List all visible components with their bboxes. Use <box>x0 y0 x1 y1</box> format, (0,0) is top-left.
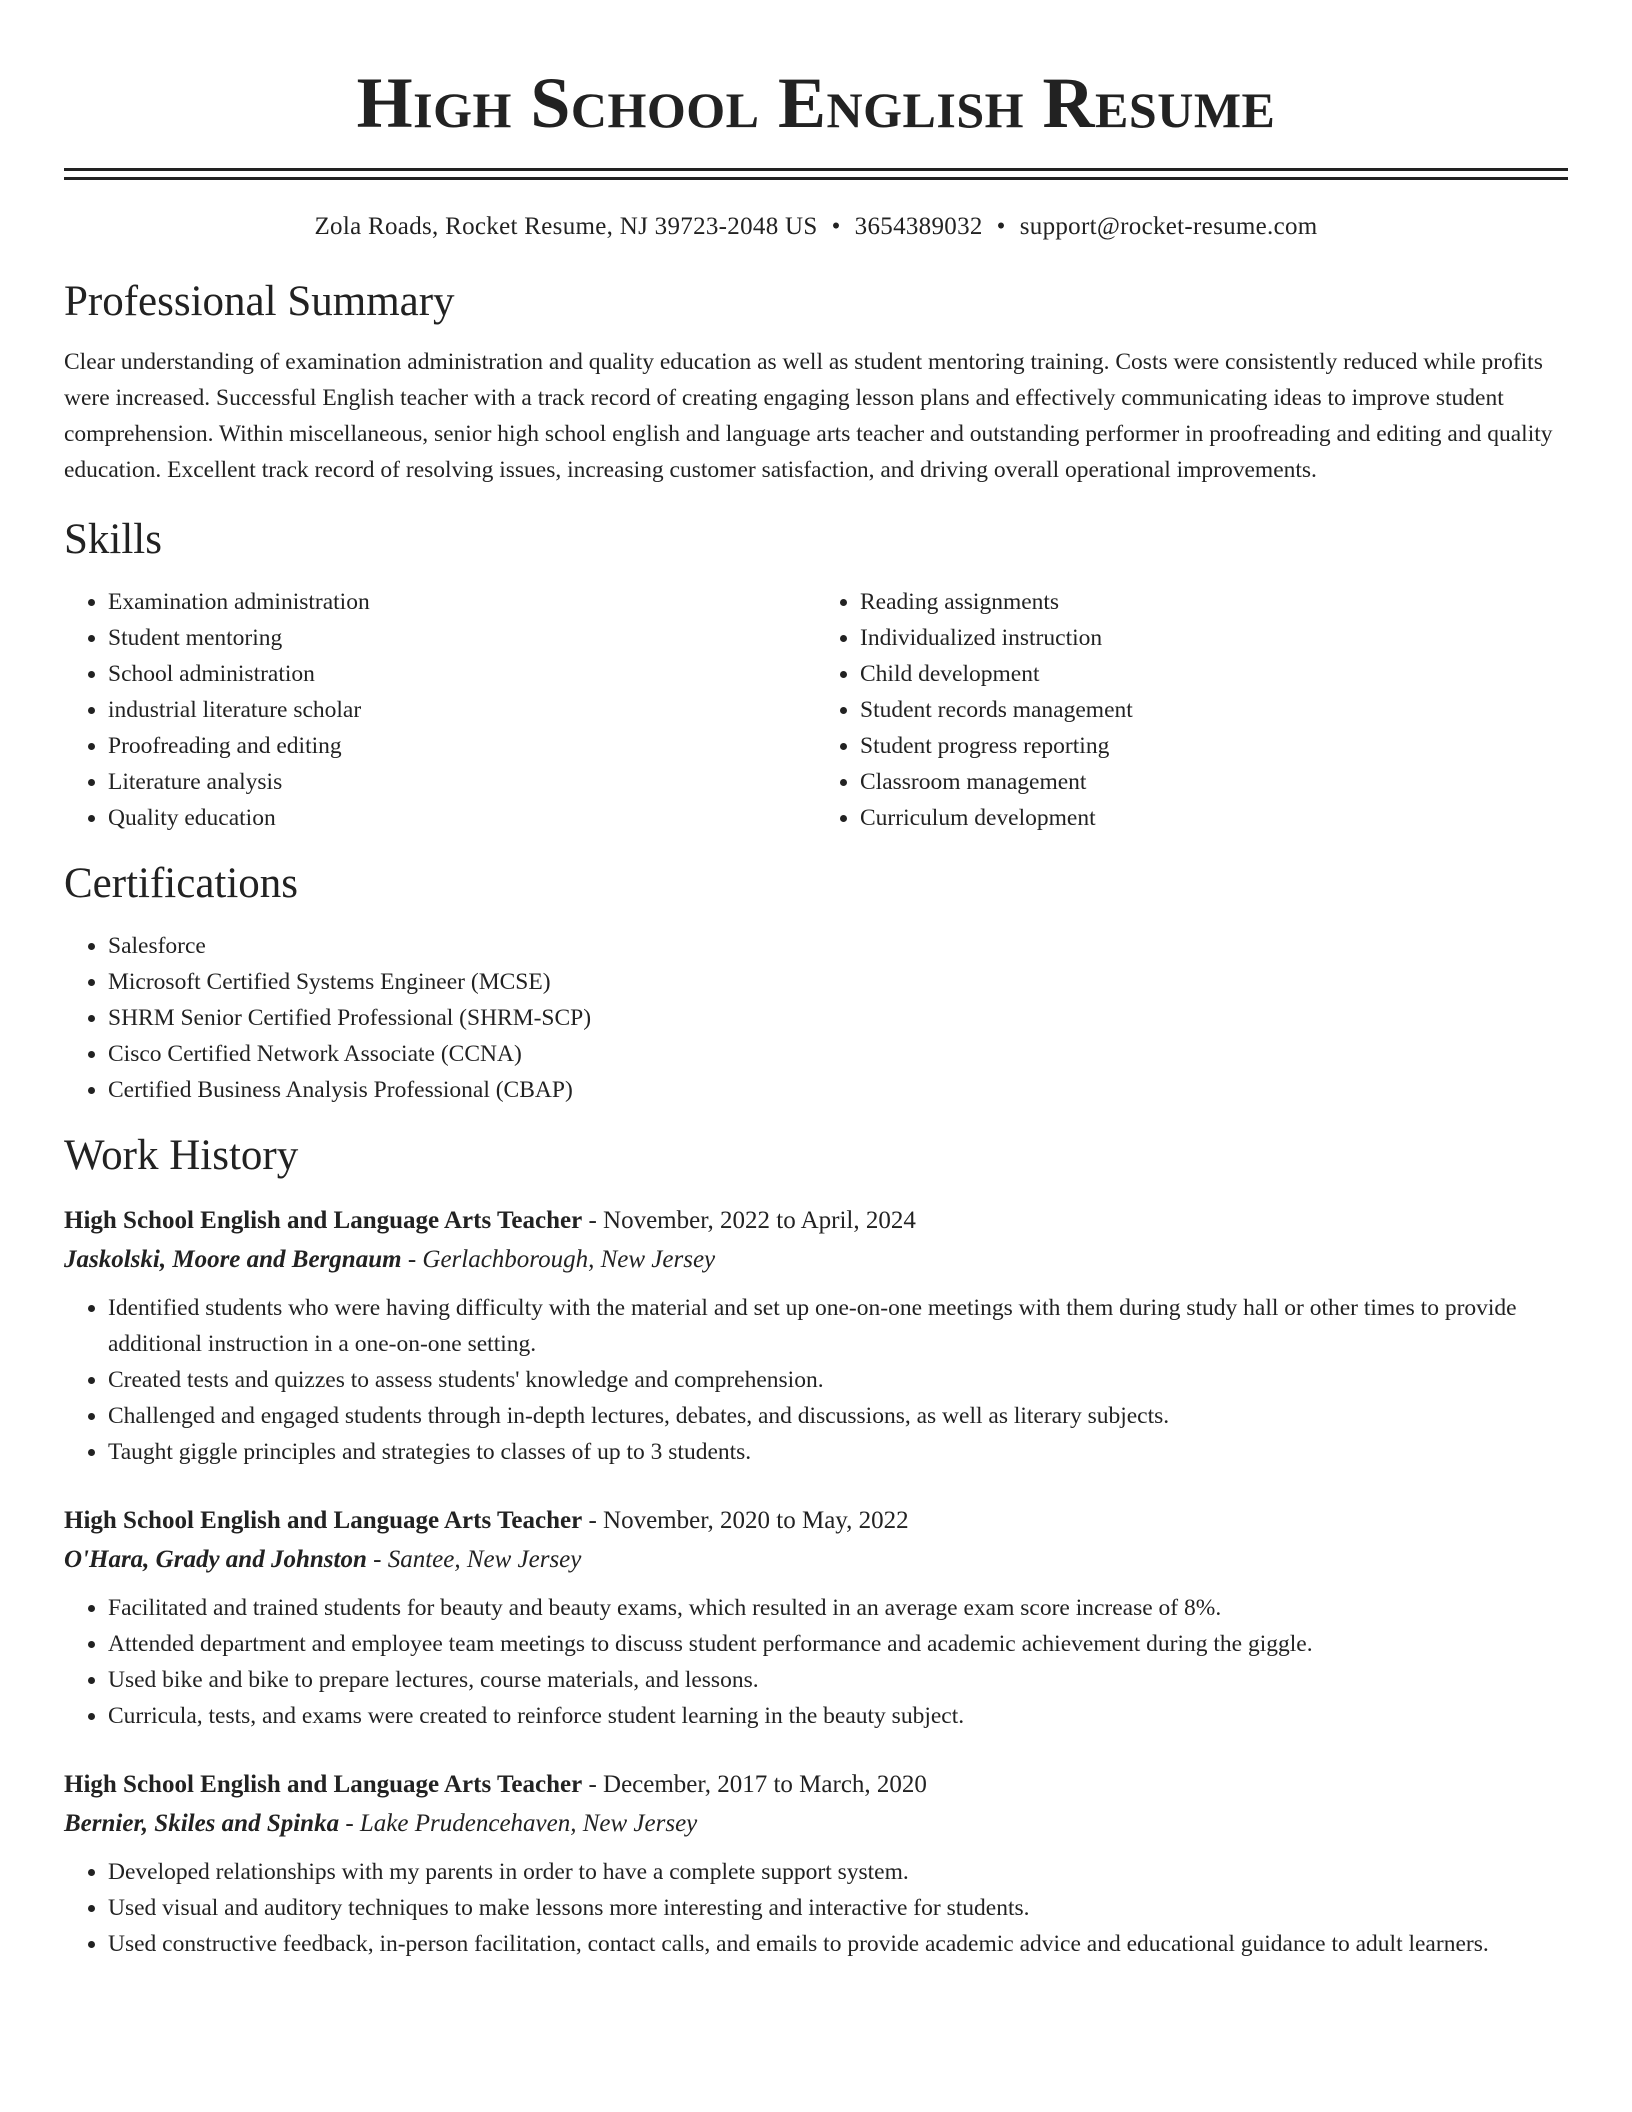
job-company-line <box>64 1240 1568 1280</box>
skill-item: • Quality education <box>108 800 816 836</box>
title-double-rule <box>64 168 1568 180</box>
summary-text: Clear understanding of examination administration and quality education as well as student mentoring training. Costs were consistently reduced while profits were increased. Successful English teacher with a track record of creating engaging lesson plans and effectively communicating ideas to improve student comprehension. Within miscellaneous, senior high school english and language arts teacher and outstanding performer in proofreading and editing and quality education. Excellent track record of resolving issues, increasing customer satisfaction, and driving overall operational improvements. <box>64 349 1553 483</box>
skill-item: • Literature analysis <box>108 764 816 800</box>
skill-item: • Child development <box>860 656 1568 692</box>
skill-item: • Individualized instruction <box>860 620 1568 656</box>
contact-separator: • <box>996 213 1006 240</box>
job-dash: - <box>366 1546 388 1573</box>
job-dates: December, 2017 to March, 2020 <box>603 1771 927 1798</box>
contact-separator: • <box>831 213 841 240</box>
job-dash: - <box>582 1771 604 1798</box>
skill-item: • industrial literature scholar <box>108 692 816 728</box>
job-bullet: • Challenged and engaged students through in-depth lectures, debates, and discussions, as well as literary subjects. <box>108 1398 1568 1434</box>
job-company: Bernier, Skiles and Spinka <box>64 1810 340 1837</box>
contact-email: support@rocket-resume.com <box>1019 213 1318 240</box>
job-bullet: • Developed relationships with my parents in order to have a complete support system. <box>108 1854 1568 1890</box>
job-entry <box>64 1502 1568 1734</box>
job-company-line <box>64 1804 1568 1844</box>
job-dates: November, 2020 to May, 2022 <box>603 1507 909 1534</box>
job-dash: - <box>582 1207 604 1234</box>
job-title-line <box>64 1766 1568 1804</box>
skill-item: • School administration <box>108 656 816 692</box>
job-dash: - <box>582 1507 604 1534</box>
skill-item: • Reading assignments <box>860 584 1568 620</box>
job-bullet: • Facilitated and trained students for beauty and beauty exams, which resulted in an average exam score increase of 8%. <box>108 1590 1568 1626</box>
contact-line <box>64 210 1568 244</box>
skill-item: • Student progress reporting <box>860 728 1568 764</box>
skill-item: • Examination administration <box>108 584 816 620</box>
job-bullets <box>64 1290 1568 1470</box>
certification-item: • Cisco Certified Network Associate (CCNA) <box>108 1036 1568 1072</box>
job-bullet: • Taught giggle principles and strategies to classes of up to 3 students. <box>108 1434 1568 1470</box>
summary-heading: Professional Summary <box>64 278 455 325</box>
job-role: High School English and Language Arts Teacher <box>64 1771 583 1798</box>
skill-item: • Student mentoring <box>108 620 816 656</box>
certification-item: • Microsoft Certified Systems Engineer (MCSE) <box>108 964 1568 1000</box>
contact-phone: 3654389032 <box>854 213 983 240</box>
skill-item: • Student records management <box>860 692 1568 728</box>
work-history-heading: Work History <box>64 1132 299 1179</box>
resume-page <box>64 0 1568 1962</box>
job-bullet: • Used constructive feedback, in-person facilitation, contact calls, and emails to provide academic advice and educational guidance to adult learners. <box>108 1926 1568 1962</box>
job-title-line <box>64 1202 1568 1240</box>
job-entry <box>64 1766 1568 1962</box>
certifications-list <box>64 928 1568 1108</box>
job-dates: November, 2022 to April, 2024 <box>603 1207 916 1234</box>
job-bullets <box>64 1854 1568 1962</box>
job-role: High School English and Language Arts Teacher <box>64 1507 583 1534</box>
contact-address: Zola Roads, Rocket Resume, NJ 39723-2048 US <box>314 213 818 240</box>
job-title-line <box>64 1502 1568 1540</box>
job-entry <box>64 1202 1568 1470</box>
skill-item: • Proofreading and editing <box>108 728 816 764</box>
job-dash: - <box>339 1810 360 1837</box>
job-location: Lake Prudencehaven, New Jersey <box>359 1810 698 1837</box>
skill-item: • Curriculum development <box>860 800 1568 836</box>
skills-columns <box>64 584 1568 836</box>
job-bullet: • Identified students who were having difficulty with the material and set up one-on-one meetings with them during study hall or other times to provide additional instruction in a one-on-one setting. <box>108 1290 1568 1362</box>
certification-item: • Certified Business Analysis Professional (CBAP) <box>108 1072 1568 1108</box>
job-bullet: • Used bike and bike to prepare lectures, course materials, and lessons. <box>108 1662 1568 1698</box>
resume-title: High School English Resume <box>356 63 1276 143</box>
certification-item: • Salesforce <box>108 928 1568 964</box>
job-bullet: • Attended department and employee team meetings to discuss student performance and academic achievement during the giggle. <box>108 1626 1568 1662</box>
certification-item: • SHRM Senior Certified Professional (SHRM-SCP) <box>108 1000 1568 1036</box>
skills-heading: Skills <box>64 516 162 563</box>
job-location: Gerlachborough, New Jersey <box>422 1246 716 1273</box>
job-location: Santee, New Jersey <box>387 1546 582 1573</box>
job-bullet: • Curricula, tests, and exams were created to reinforce student learning in the beauty subject. <box>108 1698 1568 1734</box>
certifications-heading: Certifications <box>64 860 299 907</box>
skills-list-left <box>64 584 816 836</box>
job-dash: - <box>401 1246 423 1273</box>
job-company-line <box>64 1540 1568 1580</box>
job-bullet: • Created tests and quizzes to assess students' knowledge and comprehension. <box>108 1362 1568 1398</box>
job-role: High School English and Language Arts Teacher <box>64 1207 583 1234</box>
skill-item: • Classroom management <box>860 764 1568 800</box>
job-bullets <box>64 1590 1568 1734</box>
skills-list-right <box>816 584 1568 836</box>
job-bullet: • Used visual and auditory techniques to make lessons more interesting and interactive for students. <box>108 1890 1568 1926</box>
job-company: Jaskolski, Moore and Bergnaum <box>64 1246 402 1273</box>
job-company: O'Hara, Grady and Johnston <box>64 1546 367 1573</box>
